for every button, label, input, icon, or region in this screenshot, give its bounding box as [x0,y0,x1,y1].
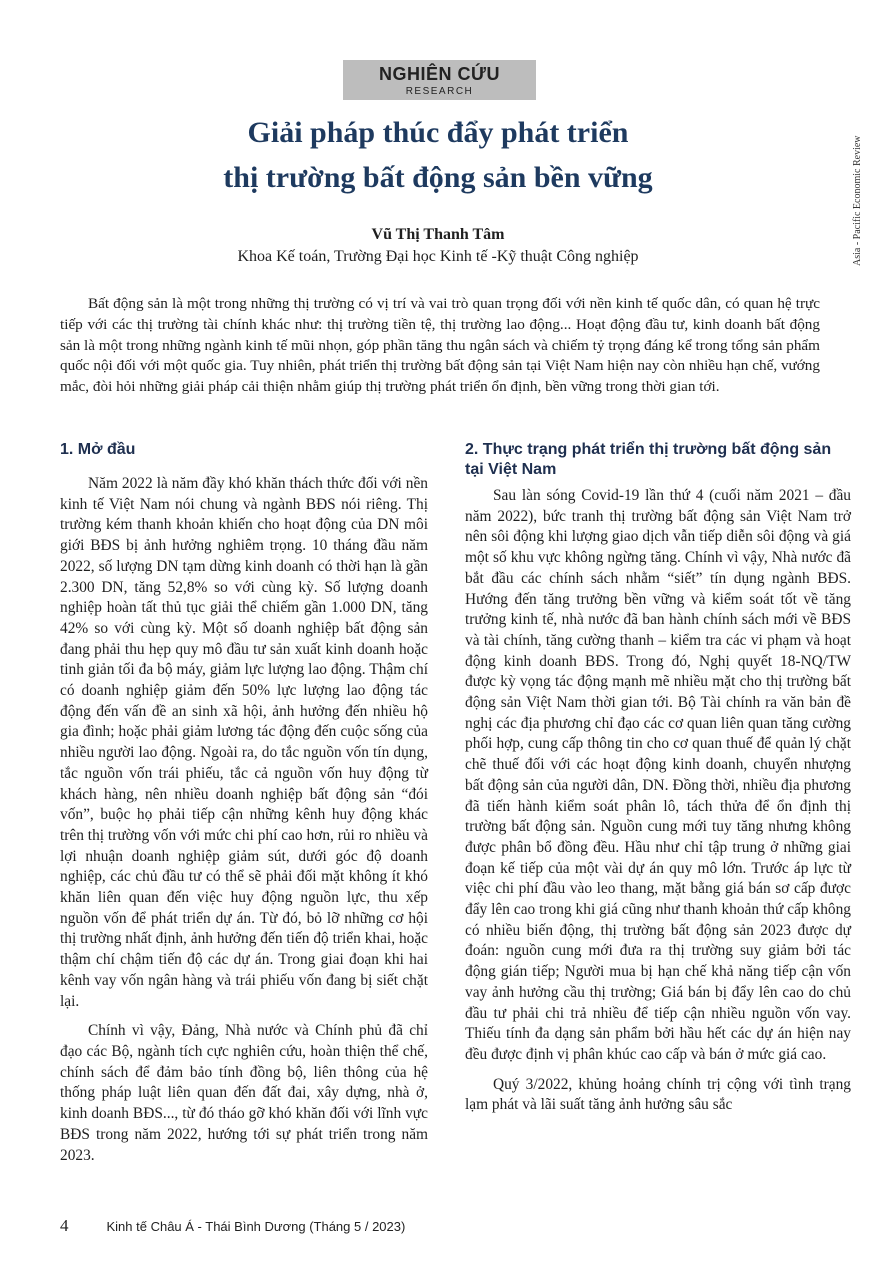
journal-footer-name: Kinh tế Châu Á - Thái Bình Dương (Tháng 5 / 2023) [106,1219,406,1234]
column-right [465,440,851,1125]
page-footer [60,1216,405,1236]
author-affiliation: Khoa Kế toán, Trường Đại học Kinh tế -Kỹ thuật Công nghiệp [237,248,639,265]
section-label: NGHIÊN CỨU [379,64,500,84]
abstract: Bất động sản là một trong những thị trường có vị trí và vai trò quan trọng đối với nền kinh tế quốc dân, có quan hệ trực tiếp với các thị trường tài chính khác như: thị trường tiền tệ, thị trường lao động... Hoạt động đầu tư, kinh doanh bất động sản là một trong những ngành kinh tế mũi nhọn, góp phần tăng thu ngân sách và chiếm tỷ trọng đáng kể trong tổng sản phẩm quốc nội đối với một quốc gia. Tuy nhiên, phát triển thị trường bất động sản tại Việt Nam hiện nay còn nhiều hạn chế, vướng mắc, đòi hỏi những giải pháp cải thiện nhằm giúp thị trường phát triển ổn định, bền vững trong thời gian tới. [60,295,820,396]
section-2-paragraph-1: Sau làn sóng Covid-19 lần thứ 4 (cuối năm 2021 – đầu năm 2022), bức tranh thị trường bất động sản Việt Nam trở nên sôi động khi lượng giao dịch vẫn tiếp diễn sôi động và giá một số khu vực không ngừng tăng. Chính vì vậy, Nhà nước đã bắt đầu các chính sách nhằm “siết” tín dụng ngành BĐS. Hướng đến tăng trưởng bền vững và kiểm soát tốt về tăng trưởng kinh tế, nhà nước đã ban hành chính sách mới về BĐS và tài chính, tăng cường thanh – kiểm tra các vi phạm và hoạt động kinh doanh BĐS. Trong đó, Nghị quyết 18-NQ/TW được kỳ vọng tác động mạnh mẽ nhiều mặt cho thị trường bất động sản Việt Nam thời gian tới. Bộ Tài chính ra văn bản đề nghị các địa phương chỉ đạo các cơ quan liên quan tăng cường phối hợp, cung cấp thông tin cho cơ quan thuế để quản lý chặt chẽ thuế đối với các hoạt động kinh doanh, chuyển nhượng bất động sản của người dân, DN. Đồng thời, nhiều địa phương đã tiến hành kiểm soát phân lô, tách thửa để ổn định thị trường bất động sản. Nguồn cung mới tuy tăng nhưng không được phân bổ đồng đều. Hầu như chỉ tập trung ở những giai đoạn kế tiếp của một vài dự án quy mô lớn. Trước áp lực từ việc chi phí đầu vào leo thang, mặt bằng giá bán sơ cấp được đẩy lên cao trong khi giá cũng như thanh khoản thứ cấp không có nhiều biến động, thị trường bất động sản 2023 được dự đoán: nguồn cung mới đưa ra thị trường suy giảm bởi tác động gián tiếp; Người mua bị hạn chế khả năng tiếp cận vốn vay ảnh hưởng cầu thị trường; Giá bán bị đẩy lên cao do chủ đầu tư phải chi trả nhiều để tiếp cận nhiều nguồn vốn vay. Thiếu tính đa dạng sản phẩm bởi hầu hết các dự án hiện nay đều được định vị phân khúc cao cấp và bán ở mức giá cao. [465,487,851,1063]
section-sublabel: RESEARCH [405,86,474,97]
section-1-paragraph-2: Chính vì vậy, Đảng, Nhà nước và Chính phủ đã chỉ đạo các Bộ, ngành tích cực nghiên cứu, hoàn thiện thể chế, chính sách để đảm bảo tính đồng bộ, liên thông của hệ thống pháp luật liên quan đến đất đai, xây dựng, nhà ở, kinh doanh BĐS..., từ đó tháo gỡ khó khăn đối với lĩnh vực BĐS trong năm 2022, hướng tới sự phát triển trong năm 2023. [60,1022,428,1164]
column-left [60,440,428,1175]
journal-side-label: Asia - Pacific Economic Review [852,135,863,266]
article-title-line-1: Giải pháp thúc đẩy phát triển [247,116,629,149]
section-1-heading: 1. Mở đầu [60,441,136,458]
section-1-paragraph-1: Năm 2022 là năm đầy khó khăn thách thức đối với nền kinh tế Việt Nam nói chung và ngành BĐS nói riêng. Thị trường kém thanh khoản khiến cho hoạt động của DN môi giới BĐS bị ảnh hưởng nghiêm trọng. 10 tháng đầu năm 2022, số lượng DN tạm dừng kinh doanh có thời hạn là gần 2.300 DN, tăng 52,8% so với cùng kỳ. Số lượng doanh nghiệp hoàn tất thủ tục giải thể chiếm gần 1.000 DN, tăng 42% so với cùng kỳ. Một số doanh nghiệp bất động sản đang phải thu hẹp quy mô đầu tư sản xuất kinh doanh hoặc tinh giản tối đa bộ máy, giảm lực lượng lao động. Thậm chí có doanh nghiệp giảm đến 50% lực lượng lao động tác động đến vấn đề an sinh xã hội, ảnh hưởng đến nhiều hộ gia đình; hoặc phải giảm lương tác động đến cuộc sống của nhiều người lao động. Ngoài ra, do tắc nguồn vốn tín dụng, tắc nguồn vốn trái phiếu, tắc cả nguồn vốn huy động từ khách hàng, nên nhiều doanh nghiệp bất động sản “đói vốn”, buộc họ phải tiếp cận những kênh huy động khác trên thị trường vốn với mức chi phí cao hơn, rủi ro nhiều và lợi nhuận doanh nghiệp giảm sút, dưới góc độ doanh nghiệp, các chủ đầu tư có thể sẽ phải đối mặt không ít khó khăn liên quan đến việc huy động nguồn lực, thu xếp nguồn vốn để phát triển dự án. Từ đó, bỏ lỡ những cơ hội thị trường nhất định, ảnh hưởng đến tiến độ triển khai, hoặc thậm chí chậm tiến độ các dự án. Trong giai đoạn khi hai kênh vay vốn ngân hàng và trái phiếu vốn đang bị siết chặt lại. [60,475,428,1010]
section-tag [343,60,536,100]
section-2-paragraph-2: Quý 3/2022, khủng hoảng chính trị cộng với tình trạng lạm phát và lãi suất tăng ảnh hưởng sâu sắc [465,1075,851,1114]
article-title-line-2: thị trường bất động sản bền vững [223,161,653,194]
page-number: 4 [60,1216,69,1235]
section-2-heading: 2. Thực trạng phát triển thị trường bất động sản tại Việt Nam [465,441,832,478]
author-name: Vũ Thị Thanh Tâm [371,226,505,243]
